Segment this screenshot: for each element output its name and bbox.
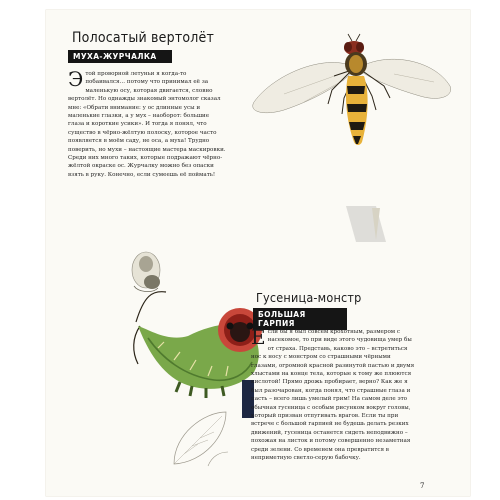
decorative-stripe-top — [346, 206, 386, 242]
section-title-hoverfly: Полосатый вертолёт — [72, 30, 214, 46]
section-title-caterpillar: Гусеница-монстр — [256, 290, 362, 305]
page-number: 7 — [420, 482, 425, 490]
leaf-sketch-illustration — [164, 404, 234, 474]
body-text-hoverfly: той проворной летуньи я когда-то побаивался… потому что принимал её за маленькую осу, которая двигается, словно вертолёт. Но однажды знакомый энтомолог сказал мне: «Обрати внимание: у ос длинные усы и маленькие глазки, а у мух – наоборот: большие глаза и короткие усики». И тогда я понял, что существо в чёрно-жёлтую полоску, которое часто появляется в моём саду, не оса, а муха! Трудно поверить, но мухи – настоящие мастера маскировки. Среди них много таких, которые подражают чёрно-жёлтой окраске ос. Журчалку можно без опаски взять в руку. Конечно, если сумеешь её поймать! — [68, 71, 226, 178]
section-body-caterpillar — [251, 325, 415, 463]
hoverfly-illustration — [244, 24, 454, 164]
section-body-hoverfly — [68, 67, 226, 179]
dropcap-hoverfly: Э — [68, 67, 84, 91]
book-page — [46, 10, 470, 496]
dropcap-caterpillar: Е — [251, 325, 266, 349]
body-text-caterpillar: сли бы я был совсем крохотным, размером с насекомое, то при виде этого чудовища умер бы от страха. Представь, каково это – встретиться нос к носу с монстром со страшными чёрными глазами, огромной красной разинутой пастью и двумя хлыстами на конце тела, которые к тому же плюются кислотой! Прямо дрожь пробирает, верно? Как же я был разочарован, когда понял, что страшные глаза и пасть – всего лишь умелый грим! На самом деле это обычная гусеница с особым рисунком вокруг головы, который призван отпугивать врагов. Если ты при встрече с большой гарпией не будешь делать резких движений, гусеница останется сидеть неподвижно – похожая на листок и потому совершенно незаметная среди зелени. Со временем она превратится в неприметную светло-серую бабочку. — [251, 329, 415, 462]
section-label-caterpillar: БОЛЬШАЯ ГАРПИЯ — [253, 308, 347, 330]
section-label-hoverfly: МУХА-ЖУРЧАЛКА — [68, 50, 172, 63]
